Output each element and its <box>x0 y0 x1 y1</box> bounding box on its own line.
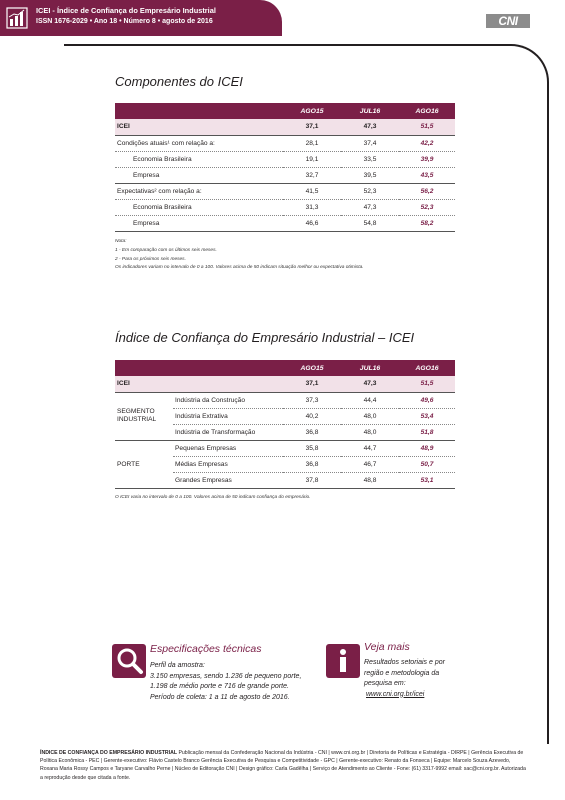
specs-line: 3.150 empresas, sendo 1.236 de pequeno porte, <box>150 672 302 680</box>
cell-value: 19,1 <box>283 151 341 167</box>
cell-value: 47,3 <box>341 199 399 215</box>
veja-text <box>364 658 484 700</box>
table-row <box>115 215 455 231</box>
publication-issn: ISSN 1676-2029 • Ano 18 • Número 8 • agosto de 2016 <box>36 18 213 25</box>
table-header-row <box>115 360 455 376</box>
row-label: Economia Brasileira <box>115 199 283 215</box>
group-label: SEGMENTO INDUSTRIAL <box>115 392 173 440</box>
cell-value: 37,1 <box>283 376 341 392</box>
cell-value: 35,8 <box>283 440 341 456</box>
specs-line: 1.198 de médio porte e 716 de grande porte. <box>150 683 289 690</box>
row-label: Condições atuais¹ com relação a: <box>115 135 283 151</box>
cell-value-highlight: 51,5 <box>399 376 455 392</box>
publication-title: ICEI - Índice de Confiança do Empresário Industrial <box>36 6 216 15</box>
cell-value: 28,1 <box>283 135 341 151</box>
cell-value-highlight: 43,5 <box>399 167 455 183</box>
cell-value: 31,3 <box>283 199 341 215</box>
column-header: AGO15 <box>283 103 341 119</box>
table-row <box>115 376 455 392</box>
footer-text: Publicação mensal da Confederação Nacional da Indústria - CNI | www.cni.org.br | Diretoria de Políticas e Estratégia - DIRPE | Gerência Executiva de Política Econômica - PEC | Gerente-executivo: Flávio Castelo Branco Gerência Executiva de Pesquisa e Competitividade - GPC | Gerente-executivo: Renato da Fonseca | Equipe: Marcelo Souza Azevedo, Roxana Maria Rossy Campos e Taryane Carvalho Perne | Núcleo de Editoração CNI | Design gráfico: Carla Gadêlha | Serviço de Atendimento ao Cliente - Fone: (61) 3317-9992 email: sac@cni.org.br. Autorizada a reprodução desde que citada a fonte. <box>40 750 526 781</box>
cell-value: 32,7 <box>283 167 341 183</box>
footer <box>40 749 526 782</box>
cell-value-highlight: 49,6 <box>399 392 455 408</box>
row-label: Economia Brasileira <box>115 151 283 167</box>
cell-value-highlight: 48,9 <box>399 440 455 456</box>
cell-value: 52,3 <box>341 183 399 199</box>
componentes-table <box>115 103 455 232</box>
veja-line: pesquisa em: <box>364 680 406 687</box>
row-label: Médias Empresas <box>173 456 283 472</box>
table-row <box>115 183 455 199</box>
table-note: O ICEI varia no intervalo de 0 a 100. Valores acima de 50 indicam confiança do empresário. <box>115 495 311 500</box>
cell-value-highlight: 42,2 <box>399 135 455 151</box>
row-label: Indústria da Construção <box>173 392 283 408</box>
cell-value: 48,8 <box>341 472 399 488</box>
table-row <box>115 392 455 408</box>
cell-value: 37,1 <box>283 119 341 135</box>
group-label: PORTE <box>115 440 173 488</box>
cell-value: 36,8 <box>283 456 341 472</box>
table-row <box>115 119 455 135</box>
column-header: AGO15 <box>283 360 341 376</box>
cell-value: 37,8 <box>283 472 341 488</box>
column-header: JUL16 <box>341 103 399 119</box>
cell-value: 44,4 <box>341 392 399 408</box>
row-label: Expectativas² com relação a: <box>115 183 283 199</box>
section-title-icei: Índice de Confiança do Empresário Industrial – ICEI <box>115 330 415 345</box>
cell-value: 37,4 <box>341 135 399 151</box>
cell-value: 40,2 <box>283 408 341 424</box>
column-header: AGO16 <box>399 103 455 119</box>
cell-value: 36,8 <box>283 424 341 440</box>
row-label: Empresa <box>115 215 283 231</box>
cell-value-highlight: 51,5 <box>399 119 455 135</box>
row-label: ICEI <box>115 376 283 392</box>
icei-table <box>115 360 455 489</box>
specs-title: Especificações técnicas <box>150 643 262 655</box>
cell-value-highlight: 56,2 <box>399 183 455 199</box>
footer-title: ÍNDICE DE CONFIANÇA DO EMPRESÁRIO INDUSTRIAL <box>40 750 177 756</box>
cell-value-highlight: 53,1 <box>399 472 455 488</box>
cell-value: 48,0 <box>341 424 399 440</box>
specs-text <box>150 661 320 703</box>
veja-line: região e metodologia da <box>364 669 440 677</box>
veja-link[interactable]: www.cni.org.br/icei <box>366 690 425 698</box>
note-line: 2 - Para os próximos seis meses. <box>115 256 186 262</box>
section-title-componentes: Componentes do ICEI <box>115 74 243 89</box>
specs-line: Perfil da amostra: <box>150 662 205 669</box>
table-row <box>115 440 455 456</box>
info-icon <box>326 644 360 678</box>
bar-chart-icon <box>6 7 28 29</box>
note-line: 1 - Em comparação com os últimos seis meses. <box>115 247 217 253</box>
header-empty <box>115 103 283 119</box>
table-row <box>115 167 455 183</box>
cell-value-highlight: 50,7 <box>399 456 455 472</box>
row-label: Indústria Extrativa <box>173 408 283 424</box>
specs-line: Período de coleta: 1 a 11 de agosto de 2016. <box>150 693 290 701</box>
row-label: Pequenas Empresas <box>173 440 283 456</box>
cell-value-highlight: 53,4 <box>399 408 455 424</box>
cell-value: 48,0 <box>341 408 399 424</box>
header-bar <box>0 0 282 36</box>
cell-value: 39,5 <box>341 167 399 183</box>
veja-title: Veja mais <box>364 641 410 653</box>
row-label: Grandes Empresas <box>173 472 283 488</box>
header-empty <box>115 360 173 376</box>
row-label: Empresa <box>115 167 283 183</box>
cell-value: 46,7 <box>341 456 399 472</box>
cell-value-highlight: 51,8 <box>399 424 455 440</box>
cell-value: 37,3 <box>283 392 341 408</box>
cell-value-highlight: 58,2 <box>399 215 455 231</box>
note-line: Os indicadores variam no intervalo de 0 a 100. Valores acima de 50 indicam situação melhor ou expectativa otimista. <box>115 265 364 271</box>
table-header-row <box>115 103 455 119</box>
table-notes <box>115 238 415 273</box>
cell-value: 33,5 <box>341 151 399 167</box>
row-label: Indústria de Transformação <box>173 424 283 440</box>
cell-value: 47,3 <box>341 119 399 135</box>
table-row <box>115 151 455 167</box>
cell-value: 41,5 <box>283 183 341 199</box>
cni-logo: CNI <box>486 14 530 28</box>
magnifier-icon <box>112 644 146 678</box>
veja-line: Resultados setoriais e por <box>364 659 445 666</box>
table-row <box>115 135 455 151</box>
header-empty <box>173 360 283 376</box>
column-header: JUL16 <box>341 360 399 376</box>
table-row <box>115 199 455 215</box>
note-line: Nota: <box>115 239 127 244</box>
cell-value-highlight: 52,3 <box>399 199 455 215</box>
cell-value-highlight: 39,9 <box>399 151 455 167</box>
cell-value: 44,7 <box>341 440 399 456</box>
cell-value: 47,3 <box>341 376 399 392</box>
column-header: AGO16 <box>399 360 455 376</box>
cell-value: 54,8 <box>341 215 399 231</box>
cell-value: 46,6 <box>283 215 341 231</box>
row-label: ICEI <box>115 119 283 135</box>
